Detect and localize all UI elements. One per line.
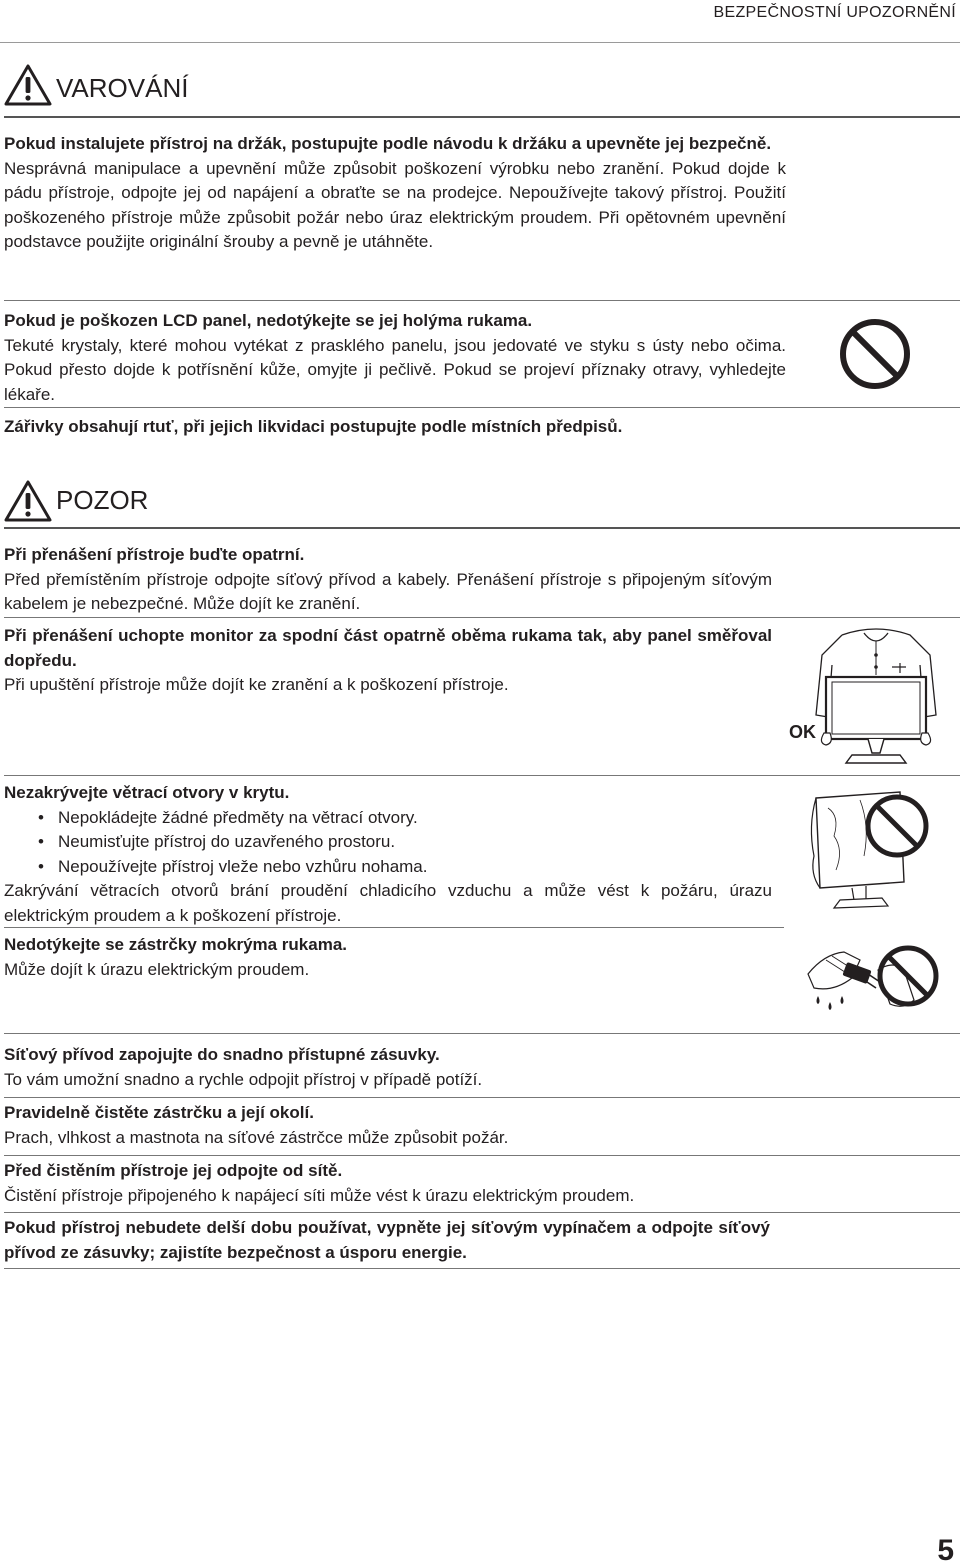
caution-item-4-body: Může dojít k úrazu elektrickým proudem. bbox=[4, 959, 310, 979]
caution-item-5 bbox=[4, 1043, 770, 1092]
divider bbox=[4, 1033, 960, 1034]
warning-item-3 bbox=[4, 415, 786, 440]
divider bbox=[4, 775, 960, 776]
caution-item-5-body: To vám umožní snadno a rychle odpojit přístroj v případě potíží. bbox=[4, 1069, 483, 1089]
caution-item-2-body: Při upuštění přístroje může dojít ke zranění a k poškození přístroje. bbox=[4, 675, 509, 694]
carrying-monitor-illustration bbox=[812, 625, 942, 770]
covered-monitor-illustration bbox=[800, 786, 932, 914]
warning-item-2 bbox=[4, 309, 786, 407]
prohibition-icon bbox=[838, 317, 912, 391]
caution-item-6 bbox=[4, 1101, 770, 1150]
warning-item-1-heading: Pokud instalujete přístroj na držák, postupujte podle návodu k držáku a upevněte jej bezpečně. bbox=[4, 134, 772, 153]
list-item: • Neumisťujte přístroj do uzavřeného prostoru. bbox=[4, 830, 772, 855]
divider bbox=[4, 407, 960, 408]
header-rule bbox=[0, 42, 960, 43]
warning-item-2-heading: Pokud je poškozen LCD panel, nedotýkejte se jej holýma rukama. bbox=[4, 311, 533, 330]
page-number: 5 bbox=[937, 1534, 954, 1566]
caution-section-header bbox=[4, 479, 149, 528]
warning-triangle-icon bbox=[4, 479, 52, 523]
divider bbox=[4, 1268, 960, 1269]
divider bbox=[4, 1155, 960, 1156]
caution-item-3 bbox=[4, 781, 772, 928]
caution-item-4 bbox=[4, 933, 772, 982]
warning-item-1 bbox=[4, 132, 786, 255]
warning-section-header bbox=[4, 63, 189, 112]
caution-rule bbox=[4, 527, 960, 529]
header-title: BEZPEČNOSTNÍ UPOZORNĚNÍ bbox=[713, 4, 956, 21]
caution-item-6-body: Prach, vlhkost a mastnota na síťové zástrčce může způsobit požár. bbox=[4, 1127, 509, 1147]
warning-rule bbox=[4, 116, 960, 118]
warning-item-1-body: Nesprávná manipulace a upevnění může způsobit poškození výrobku nebo zranění. Pokud dojde k pádu přístroje, odpojte jej od napájení a obraťte se na prodejce. Nepoužívejte takový přístroj. Použití poškozeného přístroje může způsobit požár nebo úraz elektrickým proudem. Při opětovném upevnění podstavce použijte originální šrouby a pevně je utáhněte. bbox=[4, 158, 786, 251]
caution-item-6-heading: Pravidelně čistěte zástrčku a její okolí. bbox=[4, 1103, 314, 1122]
warning-title: VAROVÁNÍ bbox=[56, 73, 189, 103]
caution-item-2-heading: Při přenášení uchopte monitor za spodní část opatrně oběma rukama tak, aby panel směřoval dopředu. bbox=[4, 626, 772, 670]
warning-triangle-icon bbox=[4, 63, 52, 107]
caution-title: POZOR bbox=[56, 485, 149, 515]
caution-item-3-heading: Nezakrývejte větrací otvory v krytu. bbox=[4, 783, 290, 802]
warning-item-2-body: Tekuté krystaly, které mohou vytékat z prasklého panelu, jsou jedovaté ve styku s ústy nebo očima. Pokud přesto dojde k potřísnění kůže, omyjte ji pečlivě. Pokud se projeví příznaky otravy, vyhledejte lékaře. bbox=[4, 335, 786, 404]
caution-item-2 bbox=[4, 624, 772, 698]
caution-item-8 bbox=[4, 1216, 770, 1265]
divider bbox=[4, 1212, 960, 1213]
caution-item-4-heading: Nedotýkejte se zástrčky mokrýma rukama. bbox=[4, 935, 348, 954]
list-item: • Nepokládejte žádné předměty na větrací otvory. bbox=[4, 806, 772, 831]
wet-hand-plug-illustration bbox=[804, 930, 944, 1022]
caution-item-1 bbox=[4, 543, 772, 617]
divider bbox=[4, 617, 960, 618]
divider bbox=[4, 300, 960, 301]
caution-item-3-bullets bbox=[4, 806, 772, 880]
caution-item-7-heading: Před čistěním přístroje jej odpojte od sítě. bbox=[4, 1161, 343, 1180]
warning-item-3-heading: Zářivky obsahují rtuť, při jejich likvidaci postupujte podle místních předpisů. bbox=[4, 417, 623, 436]
caution-item-7 bbox=[4, 1159, 770, 1208]
ok-label: OK bbox=[789, 722, 816, 742]
caution-item-8-heading: Pokud přístroj nebudete delší dobu používat, vypněte jej síťovým vypínačem a odpojte síťový přívod ze zásuvky; zajistíte bezpečnost a úsporu energie. bbox=[4, 1218, 770, 1262]
page-header bbox=[0, 0, 960, 44]
divider bbox=[4, 1097, 960, 1098]
caution-item-3-body: Zakrývání větracích otvorů brání proudění chladicího vzduchu a může vést k požáru, úrazu elektrickým proudem a k poškození přístroje. bbox=[4, 881, 772, 925]
caution-item-1-body: Před přemístěním přístroje odpojte síťový přívod a kabely. Přenášení přístroje s připojeným síťovým kabelem je nebezpečné. Může dojít ke zranění. bbox=[4, 569, 772, 613]
list-item: • Nepoužívejte přístroj vleže nebo vzhůru nohama. bbox=[4, 855, 772, 880]
caution-item-1-heading: Při přenášení přístroje buďte opatrní. bbox=[4, 545, 305, 564]
caution-item-5-heading: Síťový přívod zapojujte do snadno přístupné zásuvky. bbox=[4, 1045, 440, 1064]
caution-item-7-body: Čistění přístroje připojeného k napájecí síti může vést k úrazu elektrickým proudem. bbox=[4, 1185, 635, 1205]
divider bbox=[4, 927, 784, 928]
